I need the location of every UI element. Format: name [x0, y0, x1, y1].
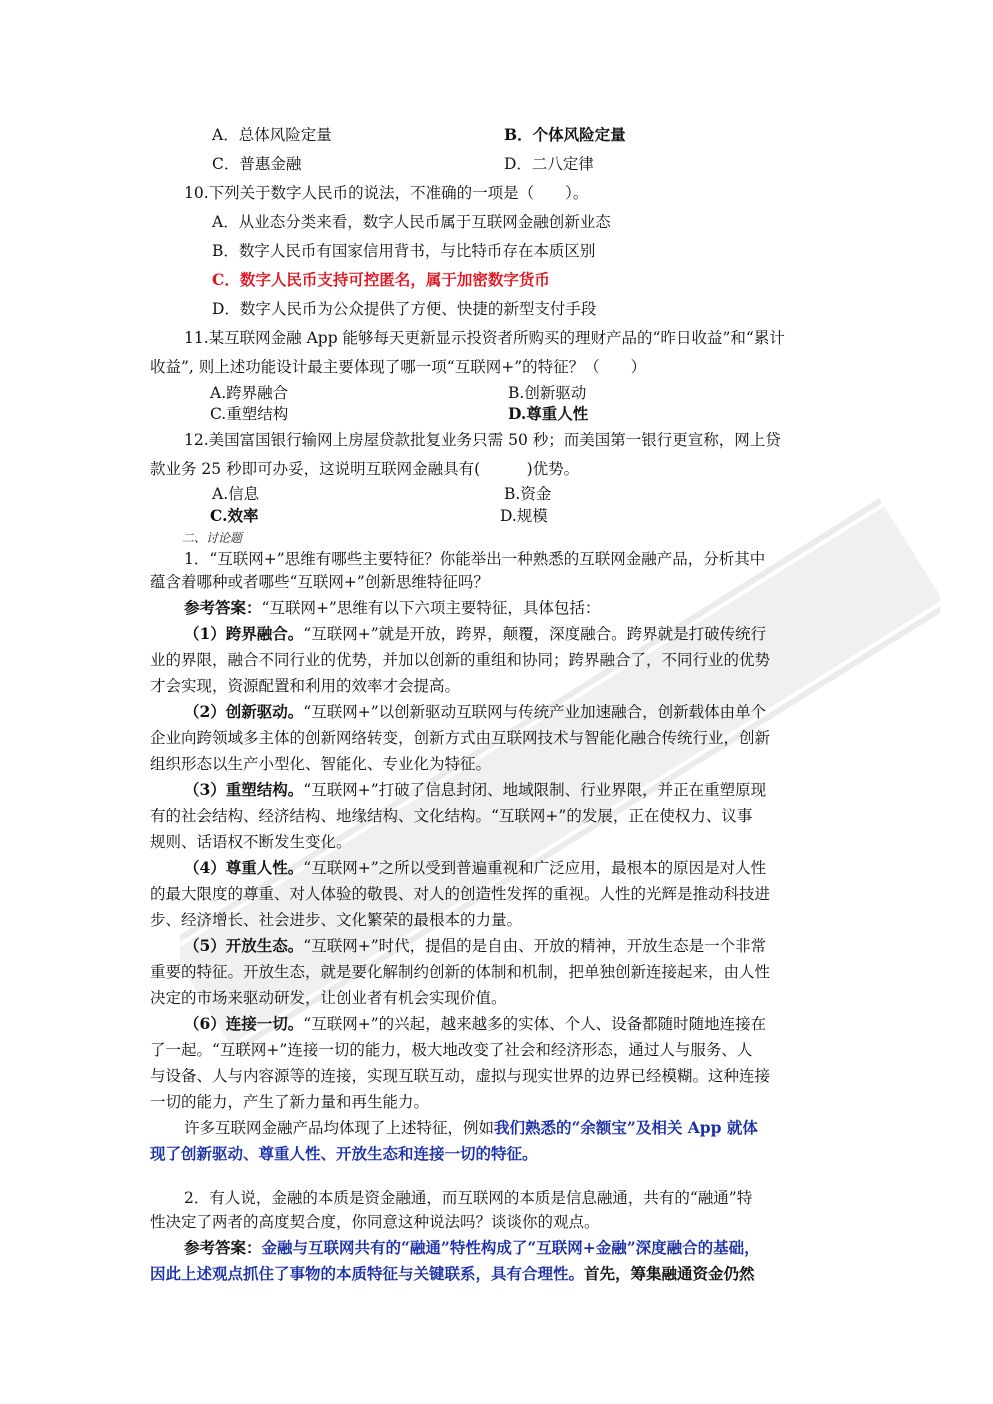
d2-answer-line2	[150, 1264, 755, 1284]
d1-summary-plain: 许多互联网金融产品均体现了上述特征，例如	[184, 1119, 495, 1137]
d1-p4-text1: “互联网+”之所以受到普遍重视和广泛应用，最根本的原因是对人性	[303, 859, 767, 877]
d1-p5-text1: “互联网+”时代，提倡的是自由、开放的精神，开放生态是一个非常	[303, 937, 767, 955]
q11-option-d-answer: D.尊重人性	[508, 404, 589, 423]
q11-stem-line2: 收益”, 则上述功能设计最主要体现了哪一项“互联网+”的特征？（ ）	[150, 358, 647, 376]
q9-option-a: A．总体风险定量	[212, 126, 332, 144]
d2-answer-text1: 金融与互联网共有的“融通”特性构成了“互联网+金融”深度融合的基础，	[261, 1238, 760, 1257]
d1-p4-line3: 步、经济增长、社会进步、文化繁荣的最根本的力量。	[150, 911, 523, 929]
q12-option-b: B.资金	[504, 485, 552, 503]
d1-p2-text1: “互联网+”以创新驱动互联网与传统产业加速融合，创新载体由单个	[303, 703, 767, 721]
q9-option-c: C．普惠金融	[212, 155, 302, 173]
d1-p6-text1: “互联网+”的兴起，越来越多的实体、个人、设备都随时随地连接在	[303, 1015, 767, 1033]
d1-answer-intro-text: “互联网+”思维有以下六项主要特征，具体包括：	[261, 599, 601, 617]
d1-answer-label: 参考答案：	[184, 598, 262, 617]
q12-option-a: A.信息	[212, 485, 260, 503]
d2-answer-line1	[184, 1238, 760, 1258]
d1-question-line2: 蕴含着哪种或者哪些“互联网+”创新思维特征吗？	[150, 573, 489, 591]
q11-option-b: B.创新驱动	[508, 384, 587, 402]
q10-option-d: D．数字人民币为公众提供了方便、快捷的新型支付手段	[212, 300, 597, 318]
d1-p6-title: （6）连接一切。	[184, 1014, 304, 1033]
q11-option-a: A.跨界融合	[210, 384, 289, 402]
d1-p3-line3: 规则、话语权不断发生变化。	[150, 833, 352, 851]
d1-p1-title: （1）跨界融合。	[184, 624, 304, 643]
d2-answer-label: 参考答案：	[184, 1238, 262, 1257]
d1-p1-line1	[184, 624, 766, 644]
d1-summary-line2: 现了创新驱动、尊重人性、开放生态和连接一切的特征。	[150, 1144, 538, 1163]
d1-p2-line1	[184, 702, 766, 722]
q10-option-c-answer: C．数字人民币支持可控匿名，属于加密数字货币	[212, 270, 550, 289]
d1-p4-title: （4）尊重人性。	[184, 858, 304, 877]
d2-answer-highlight2: 因此上述观点抓住了事物的本质特征与关键联系，具有合理性。	[150, 1264, 585, 1283]
d1-summary-highlight1: 我们熟悉的“余额宝”及相关 App 就体	[494, 1118, 758, 1137]
d1-p5-line3: 决定的市场来驱动研发，让创业者有机会实现价值。	[150, 989, 507, 1007]
d1-answer-intro	[184, 598, 600, 618]
q11-stem-line1: 11.某互联网金融 App 能够每天更新显示投资者所购买的理财产品的“昨日收益”和“累计	[184, 329, 785, 347]
q11-option-c: C.重塑结构	[210, 405, 289, 423]
d1-p1-line2: 业的界限，融合不同行业的优势，并加以创新的重组和协同；跨界融合了，不同行业的优势	[150, 651, 771, 669]
d1-p4-line1	[184, 858, 766, 878]
d1-p2-line3: 组织形态以生产小型化、智能化、专业化为特征。	[150, 755, 492, 773]
d1-p6-line4: 一切的能力，产生了新力量和再生能力。	[150, 1093, 430, 1111]
d1-p1-text1: “互联网+”就是开放，跨界，颠覆，深度融合。跨界就是打破传统行	[303, 625, 767, 643]
q12-option-d: D.规模	[500, 507, 548, 525]
d1-question-line1: 1．“互联网+”思维有哪些主要特征？你能举出一种熟悉的互联网金融产品，分析其中	[184, 550, 766, 568]
q12-stem-line1: 12.美国富国银行输网上房屋贷款批复业务只需 50 秒；而美国第一银行更宣称，网上贷	[184, 431, 781, 449]
q10-stem: 10.下列关于数字人民币的说法，不准确的一项是（ ）。	[184, 184, 589, 202]
d1-p4-line2: 的最大限度的尊重、对人体验的敬畏、对人的创造性发挥的重视。人性的光辉是推动科技进	[150, 885, 771, 903]
q10-option-b: B．数字人民币有国家信用背书，与比特币存在本质区别	[212, 242, 596, 260]
d1-p3-text1: “互联网+”打破了信息封闭、地域限制、行业界限，并正在重塑原现	[303, 781, 767, 799]
d2-question-line2: 性决定了两者的高度契合度，你同意这种说法吗？谈谈你的观点。	[150, 1213, 600, 1231]
d1-p6-line1	[184, 1014, 766, 1034]
d1-p5-line1	[184, 936, 766, 956]
d1-p6-line3: 与设备、人与内容源等的连接，实现互联互动，虚拟与现实世界的边界已经模糊。这种连接	[150, 1067, 771, 1085]
d1-p5-title: （5）开放生态。	[184, 936, 304, 955]
d1-p5-line2: 重要的特征。开放生态，就是要化解制约创新的体制和机制，把单独创新连接起来，由人性	[150, 963, 771, 981]
q9-option-d: D．二八定律	[504, 155, 594, 173]
d2-answer-text2: 首先，筹集融通资金仍然	[584, 1264, 755, 1283]
d1-summary-line1	[184, 1118, 758, 1138]
d1-p2-line2: 企业向跨领域多主体的创新网络转变，创新方式由互联网技术与智能化融合传统行业，创新	[150, 729, 771, 747]
q12-option-c-answer: C.效率	[210, 506, 259, 525]
q9-option-b: B．个体风险定量	[504, 125, 626, 144]
section-heading: 二、讨论题	[182, 531, 243, 545]
d1-p6-line2: 了一起。“互联网+”连接一切的能力，极大地改变了社会和经济形态，通过人与服务、人	[150, 1041, 753, 1059]
d1-p3-title: （3）重塑结构。	[184, 780, 304, 799]
q12-stem-line2: 款业务 25 秒即可办妥，这说明互联网金融具有( )优势。	[150, 460, 580, 478]
d1-p3-line1	[184, 780, 766, 800]
d1-p3-line2: 有的社会结构、经济结构、地缘结构、文化结构。“互联网+”的发展，正在使权力、议事	[150, 807, 753, 825]
d2-question-line1: 2．有人说，金融的本质是资金融通，而互联网的本质是信息融通，共有的“融通”特	[184, 1189, 753, 1207]
d1-p2-title: （2）创新驱动。	[184, 702, 304, 721]
d1-p1-line3: 才会实现，资源配置和利用的效率才会提高。	[150, 677, 461, 695]
q10-option-a: A．从业态分类来看，数字人民币属于互联网金融创新业态	[212, 213, 611, 231]
